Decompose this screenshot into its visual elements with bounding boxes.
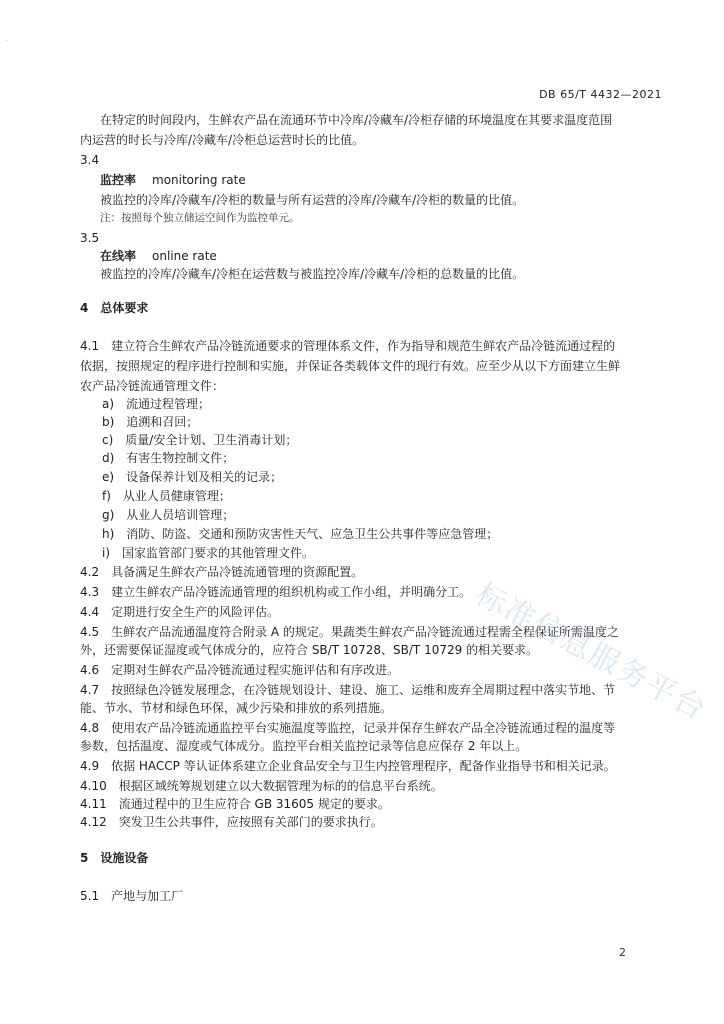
corner-mark: · [6, 38, 8, 45]
para-line: 4.1 建立符合生鲜农产品冷链流通要求的管理体系文件，作为指导和规范生鲜农产品冷链流通过程的 [80, 339, 616, 353]
section-number: 3.4 [80, 153, 100, 167]
para-line: 4.11 流通过程中的卫生应符合 GB 31605 规定的要求。 [80, 797, 390, 811]
para-line: 农产品冷链流通管理文件： [80, 379, 225, 393]
para-line: 4.8 使用农产品冷链流通监控平台实施温度等监控，记录并保存生鲜农产品全冷链流通过程的温度等 [80, 721, 616, 735]
list-item: g) 从业人员培训管理； [102, 508, 235, 522]
list-item: b) 追溯和召回； [102, 415, 199, 429]
para-line: 4.2 具备满足生鲜农产品冷链流通管理的资源配置。 [80, 565, 364, 579]
para-line: 5.1 产地与加工厂 [80, 889, 184, 903]
section-number: 3.5 [80, 231, 100, 245]
list-item: i) 国家监管部门要求的其他管理文件。 [102, 546, 315, 560]
para-line: 在特定的时间段内，生鲜农产品在流通环节中冷库/冷藏车/冷柜存储的环境温度在其要求温度范围 [100, 113, 613, 127]
page-number: 2 [619, 946, 626, 959]
term-en: online rate [152, 249, 217, 263]
definition: 被监控的冷库/冷藏车/冷柜在运营数与被监控冷库/冷藏车/冷柜的总数量的比值。 [100, 267, 525, 281]
para-line: 外，还需要保证湿度或气体成分的，应符合 SB/T 10728、SB/T 10729 的相关要求。 [80, 643, 539, 657]
definition: 被监控的冷库/冷藏车/冷柜的数量与所有运营的冷库/冷藏车/冷柜的数量的比值。 [100, 193, 525, 207]
term-en: monitoring rate [152, 173, 246, 187]
para-line: 4.10 根据区域统筹规划建立以大数据管理为标的的信息平台系统。 [80, 779, 443, 793]
list-item: a) 流通过程管理； [102, 397, 211, 411]
doc-code: DB 65/T 4432—2021 [539, 88, 662, 101]
section-heading: 4 总体要求 [80, 301, 149, 315]
list-item: f) 从业人员健康管理； [102, 489, 231, 503]
para-line: 4.4 定期进行安全生产的风险评估。 [80, 605, 280, 619]
note: 注：按照每个独立储运空间作为监控单元。 [100, 212, 300, 224]
para-line: 依据，按照规定的程序进行控制和实施，并保证各类载体文件的现行有效。应至少从以下方面建立生鲜 [80, 359, 621, 373]
para-line: 4.6 定期对生鲜农产品冷链流通过程实施评估和有序改进。 [80, 663, 400, 677]
para-line: 4.7 按照绿色冷链发展理念，在冷链规划设计、建设、施工、运维和废弃全周期过程中落实节地、节 [80, 683, 616, 697]
para-line: 能、节水、节材和绿色环保，减少污染和排放的系列措施。 [80, 701, 393, 715]
para-line: 4.3 建立生鲜农产品冷链流通管理的组织机构或工作小组，并明确分工。 [80, 585, 472, 599]
section-heading: 5 设施设备 [80, 851, 149, 865]
para-line: 参数，包括温度、湿度或气体成分。监控平台相关监控记录等信息应保存 2 年以上。 [80, 739, 528, 753]
list-item: c) 质量/安全计划、卫生消毒计划； [102, 433, 298, 447]
list-item: e) 设备保养计划及相关的记录； [102, 470, 283, 484]
list-item: h) 消防、防盗、交通和预防灾害性天气、应急卫生公共事件等应急管理； [102, 527, 499, 541]
para-line: 内运营的时长与冷库/冷藏车/冷柜总运营时长的比值。 [80, 133, 365, 147]
term-cn: 监控率 [100, 173, 137, 187]
para-line: 4.5 生鲜农产品流通温度符合附录 A 的规定。果蔬类生鲜农产品冷链流通过程需全程保证所需温度之 [80, 625, 619, 639]
term-cn: 在线率 [100, 249, 137, 263]
list-item: d) 有害生物控制文件； [102, 451, 235, 465]
para-line: 4.12 突发卫生公共事件，应按照有关部门的要求执行。 [80, 815, 383, 829]
para-line: 4.9 依据 HACCP 等认证体系建立企业食品安全与卫生内控管理程序，配备作业指导书和相关记录。 [80, 759, 616, 773]
watermark: 标准信息服务平台 [469, 576, 713, 728]
